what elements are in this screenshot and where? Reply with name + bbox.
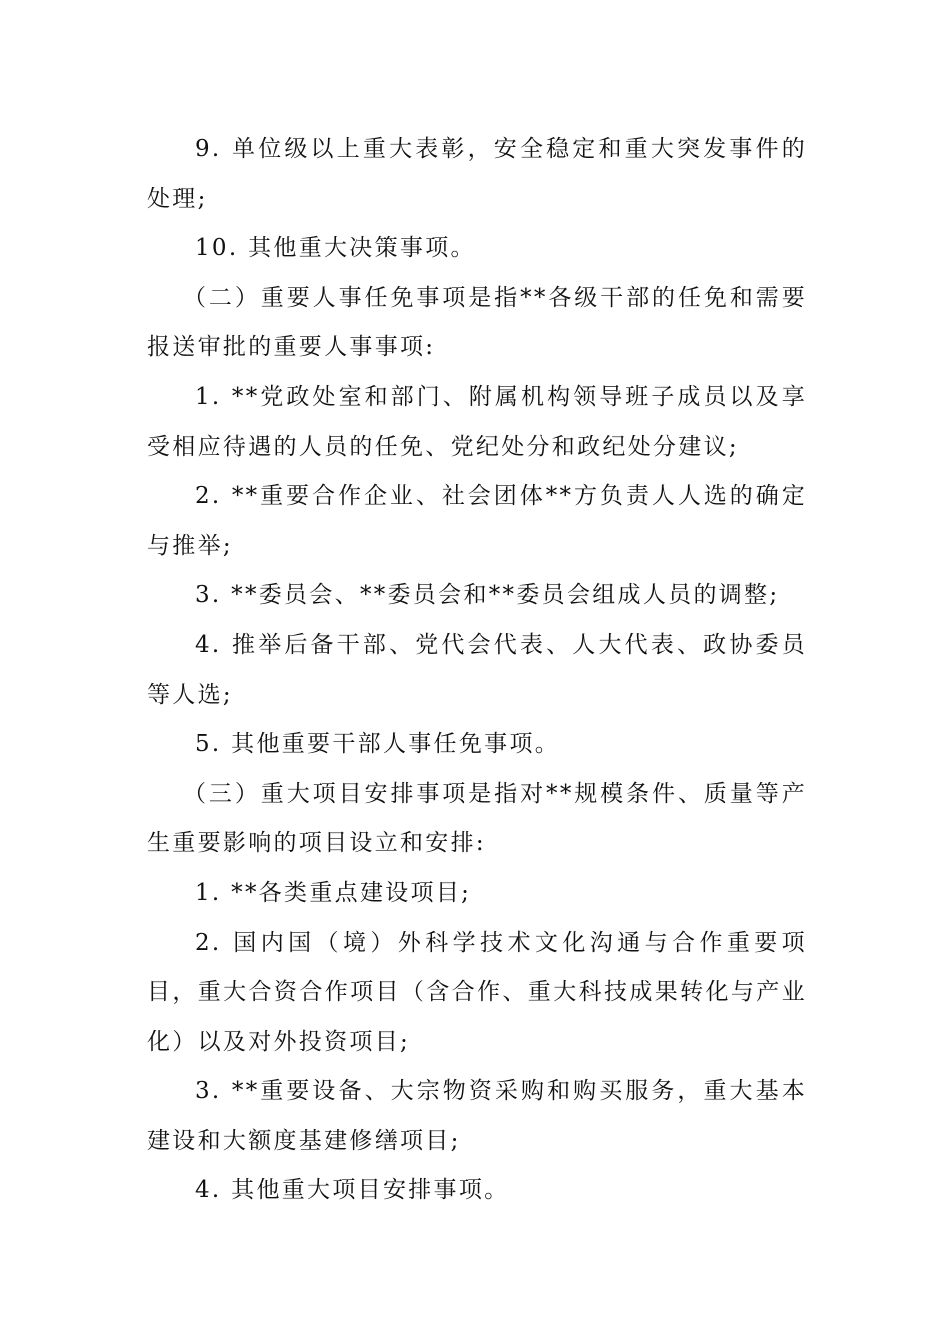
paragraph-projects-2: 2. 国内国（境）外科学技术文化沟通与合作重要项目，重大合资合作项目（含合作、重大科技成果转化与产业化）以及对外投资项目; bbox=[147, 929, 807, 1055]
document-body bbox=[147, 125, 807, 1216]
paragraph-personnel-4: 4. 推举后备干部、党代会代表、人大代表、政协委员等人选; bbox=[147, 631, 807, 708]
paragraph-personnel-3: 3. **委员会、**委员会和**委员会组成人员的调整; bbox=[195, 582, 780, 609]
paragraph-projects-4: 4. 其他重大项目安排事项。 bbox=[195, 1177, 510, 1204]
paragraph-item-9: 9. 单位级以上重大表彰，安全稳定和重大突发事件的处理; bbox=[147, 136, 807, 212]
paragraph-item-10: 10. 其他重大决策事项。 bbox=[195, 235, 476, 262]
paragraph-personnel-1: 1. **党政处室和部门、附属机构领导班子成员以及享受相应待遇的人员的任免、党纪处分和政纪处分建议; bbox=[147, 383, 807, 460]
paragraph-projects-1: 1. **各类重点建设项目; bbox=[195, 879, 472, 906]
paragraph-personnel-5: 5. 其他重要干部人事任免事项。 bbox=[195, 731, 561, 758]
section-heading-projects: （三）重大项目安排事项是指对**规模条件、质量等产生重要影响的项目设立和安排: bbox=[147, 780, 807, 857]
paragraph-personnel-2: 2. **重要合作企业、社会团体**方负责人人选的确定与推举; bbox=[147, 483, 807, 559]
paragraph-projects-3: 3. **重要设备、大宗物资采购和购买服务，重大基本建设和大额度基建修缮项目; bbox=[147, 1078, 807, 1154]
section-heading-personnel: （二）重要人事任免事项是指**各级干部的任免和需要报送审批的重要人事事项: bbox=[147, 284, 807, 361]
